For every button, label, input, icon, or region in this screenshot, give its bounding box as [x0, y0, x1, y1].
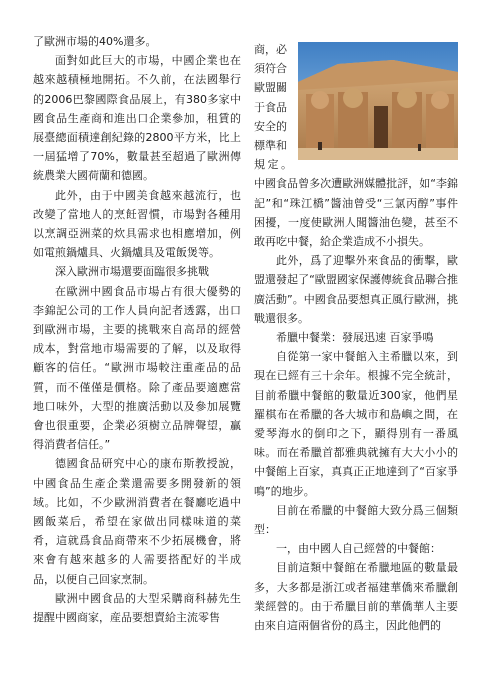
right-text-column: [254, 40, 458, 635]
text-line: 須符合: [254, 62, 287, 76]
paragraph: 德國食品研究中心的康布斯教授說，中國食品生產企業還需要多開發新的領域。比如，不少歐洲消費者在餐廳吃過中國飯菜后，希望在家做出同樣味道的菜肴，這就爲食品商帶來不少拓展機會，將來會有越來越多的人需要搭配好的半成品，以便自己回家烹制。: [33, 457, 241, 586]
temple-photo: [298, 42, 458, 160]
temple-photo-image: [298, 42, 458, 160]
paragraph: 歐洲中國食品的大型采購商科赫先生提醒中國商家，産品要想賣給主流零售: [33, 591, 241, 625]
paragraph: 一，由中國人自己經營的中餐館：: [276, 542, 441, 556]
paragraph: 目前這類中餐館在希臘地區的數量最多，大多都是浙江或者福建華僑來希臘創業經營的。由于希臘目前的華僑華人主要由來自這兩個省份的爲主，因此他們的: [254, 561, 458, 633]
text-line: 于食品: [254, 100, 287, 114]
paragraph: 此外，由于中國美食越來越流行，也改變了當地人的烹飪習慣，市場對各種用以烹調亞洲菜的炊具需求也相應增加，例如電煎鍋爐具、火鍋爐具及電飯煲等。: [33, 188, 241, 260]
section-heading: 希臘中餐業：發展迅速 百家爭鳴: [276, 331, 434, 345]
paragraph: 規定。中國食品曾多次遭歐洲媒體批評，如“李錦記”和“珠江橋”醬油曾受“三氯丙醇”事件困擾，一度使歐洲人聞醬油色變，甚至不敢再吃中餐，給企業造成不小損失。: [254, 158, 458, 249]
paragraph: 了歐洲市場的40%還多。: [33, 35, 157, 48]
text-line: 標準和: [254, 139, 287, 153]
left-text-column: [33, 32, 241, 627]
paragraph: 目前在希臘的中餐館大致分爲三個類型：: [254, 503, 458, 537]
text-line: 商，必: [254, 43, 287, 56]
text-line: 安全的: [254, 119, 287, 133]
paragraph: 在歐洲中國食品市場占有很大優勢的李錦記公司的工作人員向記者透露，出口到歐洲市場，主要的挑戰來自高昂的經營成本，對當地市場需要的了解，以及取得顧客的信任。“歐洲市場較注重產品的品質，而不僅僅是價格。除了產品要適應當地口味外，大型的推廣活動以及參加展覽會也很重要，企業必須樹立品牌聲望，贏得消費者信任。”: [33, 284, 241, 452]
paragraph: 面對如此巨大的市場，中國企業也在越來越積極地開拓。不久前，在法國舉行的2006巴黎國際食品展上，有380多家中國食品生產商和進出口企業參加，租賃的展臺總面積達創紀錄的2800平方米，比上一屆猛增了70%，數量甚至超過了歐洲傳統農業大國荷蘭和德國。: [33, 54, 241, 183]
section-heading: 深入歐洲市場還要面臨很多挑戰: [55, 265, 209, 279]
paragraph: 此外，爲了迎擊外來食品的衝擊，歐盟還發起了“歐盟國家保護傳統食品聯合推廣活動”。中國食品要想真正風行歐洲，挑戰還很多。: [254, 254, 458, 325]
text-line: 歐盟關: [254, 81, 287, 95]
paragraph: 自從第一家中餐館入主希臘以來，到現在已經有三十余年。根據不完全統計，目前希臘中餐館的數量近300家，他們星羅棋布在希臘的各大城市和島嶼之間，在愛琴海水的倒印之下，顯得別有一番風味。而在希臘首都雅典就擁有大大小小的中餐館上百家，真真正正地達到了“百家爭鳴”的地步。: [254, 350, 458, 498]
